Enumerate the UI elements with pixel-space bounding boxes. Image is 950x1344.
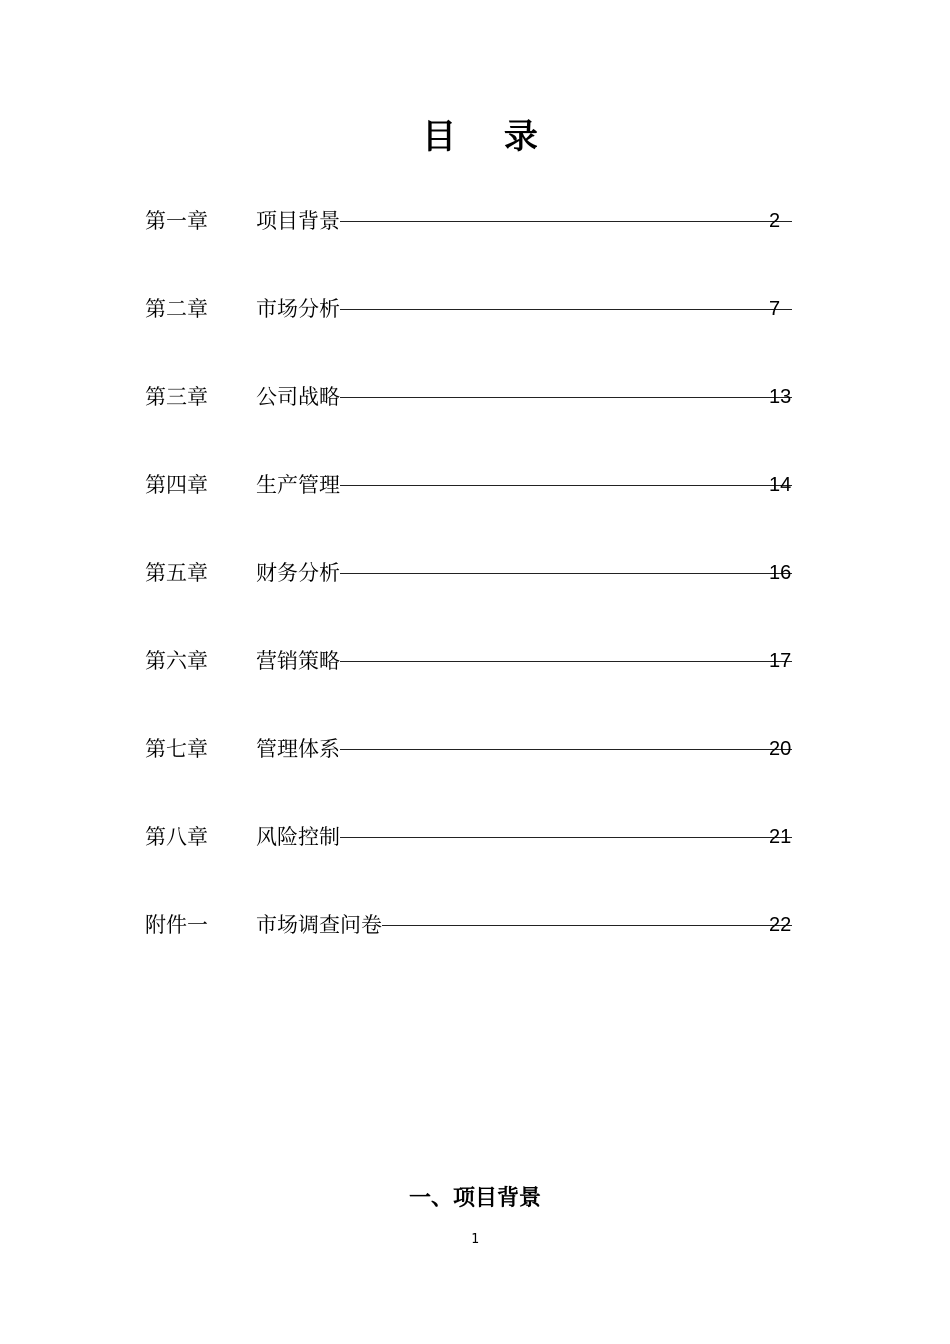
page-number: 1 <box>471 1232 479 1247</box>
toc-entry-body <box>256 291 792 327</box>
toc-leader-line <box>340 661 792 662</box>
toc-page-number: 22 <box>769 914 792 936</box>
toc-entry-8[interactable] <box>145 819 805 907</box>
toc-leader-line <box>340 309 792 310</box>
toc-chapter-label: 第三章 <box>145 385 208 409</box>
toc-entry-body <box>256 379 792 415</box>
toc-entry-3[interactable] <box>145 379 805 467</box>
toc-leader-line <box>340 573 792 574</box>
toc-leader-line <box>340 397 792 398</box>
toc-entry-body <box>256 907 792 943</box>
toc-page-number: 2 <box>769 210 781 232</box>
toc-entry-5[interactable] <box>145 555 805 643</box>
toc-leader-line <box>340 749 792 750</box>
toc-leader-line <box>340 221 792 222</box>
toc-leader-line <box>382 925 792 926</box>
table-of-contents <box>145 203 805 995</box>
toc-entry-body <box>256 467 792 503</box>
toc-entry-2[interactable] <box>145 291 805 379</box>
toc-leader-line <box>340 837 792 838</box>
toc-page-number: 17 <box>769 650 792 672</box>
section-heading: 一、项目背景 <box>408 1186 541 1211</box>
toc-entry-1[interactable] <box>145 203 805 291</box>
toc-page-number: 14 <box>769 474 792 496</box>
toc-title: 风险控制 <box>256 825 340 849</box>
toc-entry-body <box>256 203 792 239</box>
toc-title: 市场调查问卷 <box>256 913 382 937</box>
toc-chapter-label: 第六章 <box>145 649 208 673</box>
toc-title: 营销策略 <box>256 649 340 673</box>
toc-leader-line <box>340 485 792 486</box>
toc-title: 公司战略 <box>256 385 340 409</box>
toc-page-number: 16 <box>769 562 792 584</box>
toc-chapter-label: 第二章 <box>145 297 208 321</box>
toc-chapter-label: 附件一 <box>145 913 208 937</box>
toc-entry-4[interactable] <box>145 467 805 555</box>
page-title: 目 录 <box>422 117 556 157</box>
toc-page-number: 13 <box>769 386 792 408</box>
toc-title: 生产管理 <box>256 473 340 497</box>
toc-title: 管理体系 <box>256 737 340 761</box>
toc-entry-body <box>256 643 792 679</box>
toc-chapter-label: 第七章 <box>145 737 208 761</box>
toc-title: 市场分析 <box>256 297 340 321</box>
toc-entry-9[interactable] <box>145 907 805 995</box>
toc-page-number: 21 <box>769 826 792 848</box>
toc-entry-7[interactable] <box>145 731 805 819</box>
toc-page-number: 7 <box>769 298 781 320</box>
toc-entry-body <box>256 555 792 591</box>
toc-chapter-label: 第一章 <box>145 209 208 233</box>
toc-entry-body <box>256 819 792 855</box>
toc-entry-body <box>256 731 792 767</box>
toc-chapter-label: 第八章 <box>145 825 208 849</box>
toc-title: 项目背景 <box>256 209 340 233</box>
toc-chapter-label: 第四章 <box>145 473 208 497</box>
toc-page-number: 20 <box>769 738 792 760</box>
toc-title: 财务分析 <box>256 561 340 585</box>
toc-entry-6[interactable] <box>145 643 805 731</box>
toc-chapter-label: 第五章 <box>145 561 208 585</box>
